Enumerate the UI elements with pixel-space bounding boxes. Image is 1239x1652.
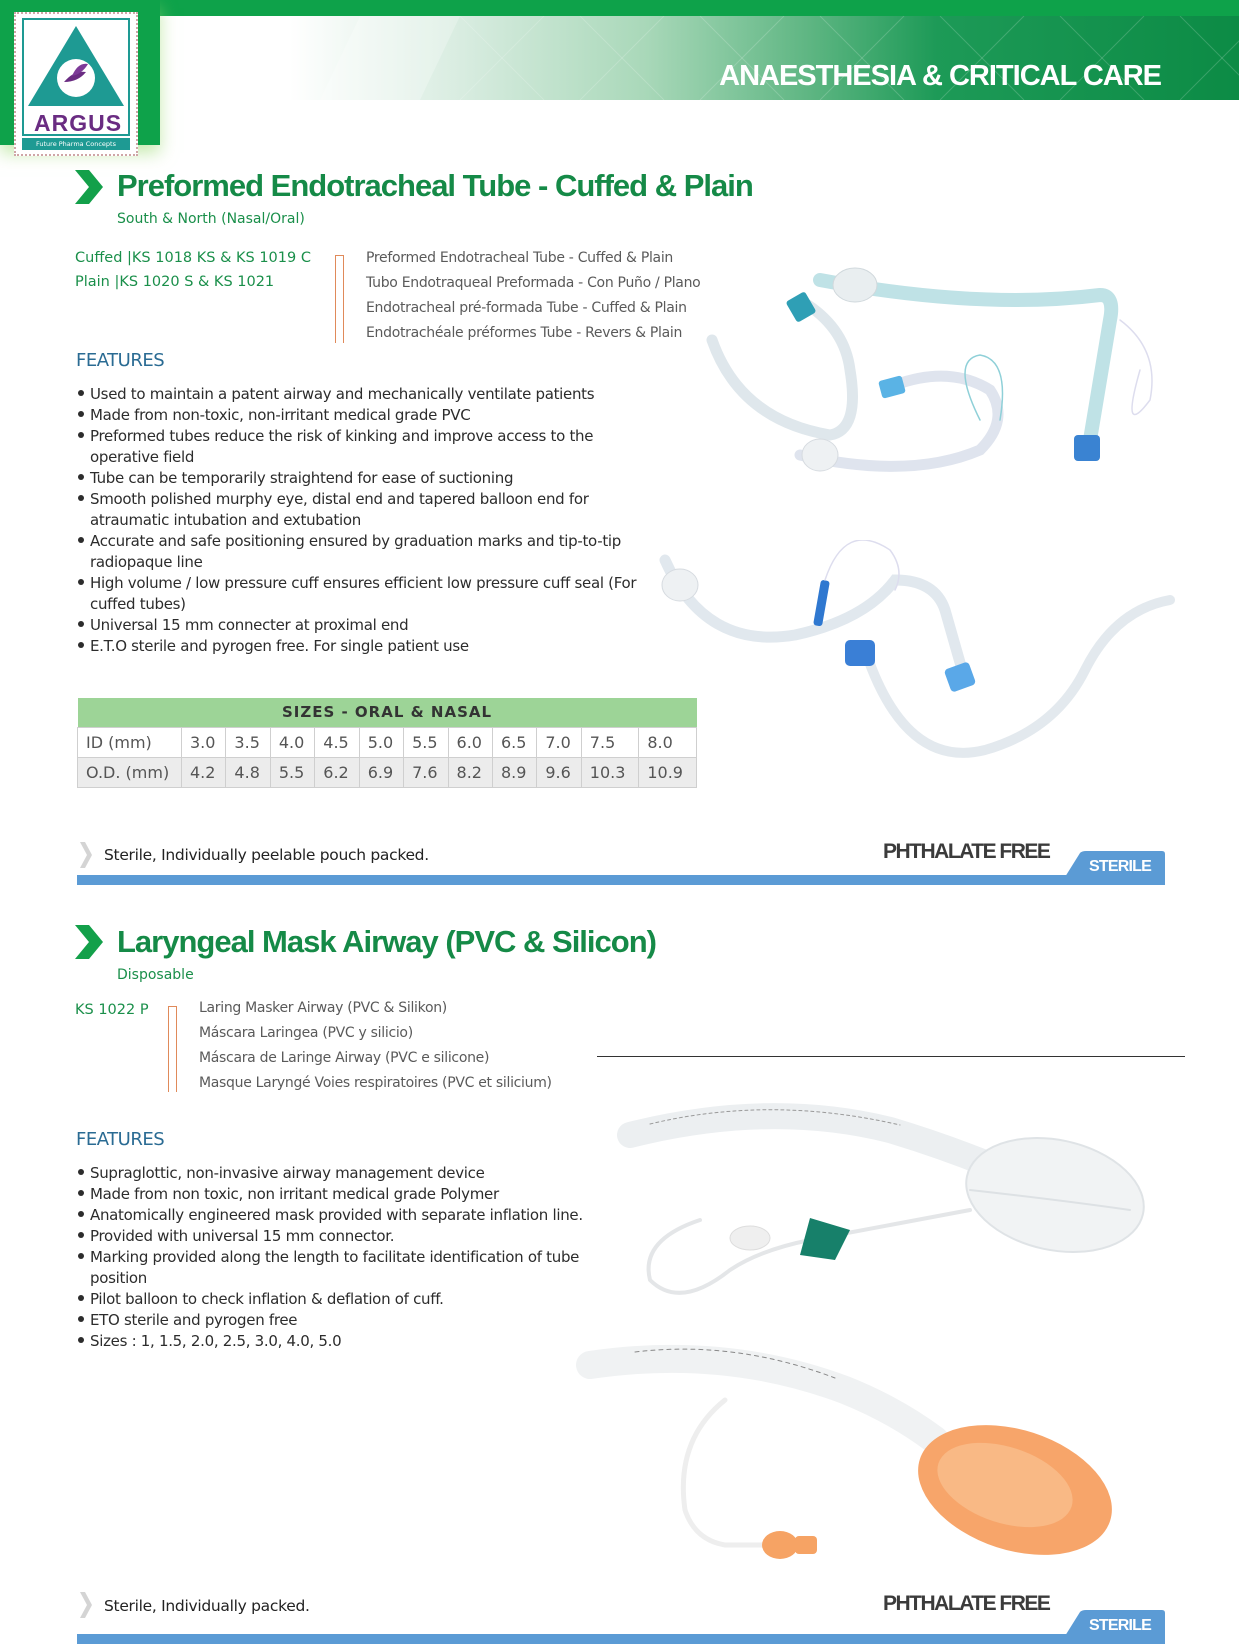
sterile-badge-label: STERILE <box>1089 858 1151 875</box>
features-heading: FEATURES <box>76 350 165 371</box>
pvc-laryngeal-mask-photo <box>610 1090 1150 1320</box>
sizes-cell: 6.0 <box>448 727 492 757</box>
image-divider-line <box>597 1056 1185 1057</box>
sizes-cell: 10.9 <box>639 757 697 787</box>
sizes-cell: 8.2 <box>448 757 492 787</box>
product-subtitle: Disposable <box>117 967 194 983</box>
feature-item: Made from non toxic, non irritant medical grade Polymer <box>77 1184 597 1205</box>
translation-line: Endotrachéale préformes Tube - Revers & Plain <box>366 325 683 341</box>
header-top-strip <box>0 0 1239 16</box>
feature-item: High volume / low pressure cuff ensures efficient low pressure cuff seal (For cuffed tubes) <box>77 573 637 615</box>
features-list <box>77 384 637 657</box>
sizes-cell: 6.5 <box>492 727 536 757</box>
feature-item: Provided with universal 15 mm connector. <box>77 1226 597 1247</box>
feature-item: Sizes : 1, 1.5, 2.0, 2.5, 3.0, 4.0, 5.0 <box>77 1331 597 1352</box>
sizes-cell: 6.2 <box>315 757 359 787</box>
feature-item: Used to maintain a patent airway and mechanically ventilate patients <box>77 384 637 405</box>
sizes-cell: 5.5 <box>404 727 448 757</box>
product-code: Plain |KS 1020 S & KS 1021 <box>75 274 275 290</box>
logo-brand-name: ARGUS <box>33 110 123 136</box>
product-subtitle: South & North (Nasal/Oral) <box>117 211 305 227</box>
feature-item: Pilot balloon to check inflation & deflation of cuff. <box>77 1289 597 1310</box>
product-code: KS 1022 P <box>75 1002 149 1018</box>
sizes-cell: 4.8 <box>226 757 270 787</box>
sizes-cell: 9.6 <box>537 757 581 787</box>
product-title: Preformed Endotracheal Tube - Cuffed & Plain <box>117 168 753 203</box>
translation-line: Preformed Endotracheal Tube - Cuffed & Plain <box>366 250 673 266</box>
sizes-cell: 4.5 <box>315 727 359 757</box>
sizes-cell: 3.0 <box>182 727 226 757</box>
argus-logo <box>14 12 138 156</box>
sizes-cell: 7.0 <box>537 727 581 757</box>
translation-line: Endotracheal pré-formada Tube - Cuffed & Plain <box>366 300 687 316</box>
sizes-cell: 5.5 <box>270 757 314 787</box>
product-title: Laryngeal Mask Airway (PVC & Silicon) <box>117 924 656 959</box>
preformed-endotracheal-tubes-photo <box>680 250 1200 510</box>
translation-line: Tubo Endotraqueal Preformada - Con Puño / Plano <box>366 275 701 291</box>
feature-item: Marking provided along the length to facilitate identification of tube position <box>77 1247 597 1289</box>
logo-container <box>0 0 160 148</box>
translation-line: Masque Laryngé Voies respiratoires (PVC et silicium) <box>199 1075 552 1091</box>
packing-note: Sterile, Individually packed. <box>104 1597 310 1615</box>
sizes-cell: 10.3 <box>581 757 639 787</box>
sizes-row-label: ID (mm) <box>78 727 182 757</box>
feature-item: E.T.O sterile and pyrogen free. For single patient use <box>77 636 637 657</box>
header-banner <box>160 16 1239 100</box>
section-chevron-icon <box>73 170 103 204</box>
phthalate-free-badge: PHTHALATE FREE <box>883 1592 1050 1615</box>
sizes-cell: 5.0 <box>359 727 403 757</box>
feature-item: Supraglottic, non-invasive airway management device <box>77 1163 597 1184</box>
feature-item: ETO sterile and pyrogen free <box>77 1310 597 1331</box>
sizes-cell: 4.0 <box>270 727 314 757</box>
sizes-table-row <box>78 757 697 787</box>
translations-bracket <box>168 1006 177 1092</box>
product-code: Cuffed |KS 1018 KS & KS 1019 C <box>75 250 311 266</box>
section-divider-bar <box>77 875 1165 885</box>
silicone-laryngeal-mask-photo <box>575 1340 1155 1580</box>
features-heading: FEATURES <box>76 1129 165 1150</box>
features-list <box>77 1163 597 1352</box>
sizes-cell: 8.9 <box>492 757 536 787</box>
note-chevron-icon <box>80 1592 92 1618</box>
feature-item: Preformed tubes reduce the risk of kinking and improve access to the operative field <box>77 426 637 468</box>
sizes-cell: 4.2 <box>182 757 226 787</box>
feature-item: Made from non-toxic, non-irritant medical grade PVC <box>77 405 637 426</box>
phthalate-free-badge: PHTHALATE FREE <box>883 840 1050 863</box>
feature-item: Anatomically engineered mask provided with separate inflation line. <box>77 1205 597 1226</box>
sterile-badge-label: STERILE <box>1089 1617 1151 1634</box>
sizes-table-row <box>78 727 697 757</box>
translations-bracket <box>335 255 344 343</box>
translation-line: Máscara de Laringe Airway (PVC e silicone) <box>199 1050 490 1066</box>
category-title: ANAESTHESIA & CRITICAL CARE <box>719 60 1161 92</box>
sizes-table <box>77 698 697 788</box>
sizes-cell: 8.0 <box>639 727 697 757</box>
feature-item: Tube can be temporarily straightend for ease of suctioning <box>77 468 637 489</box>
translation-line: Máscara Laringea (PVC y silicio) <box>199 1025 413 1041</box>
sizes-row-label: O.D. (mm) <box>78 757 182 787</box>
sizes-table-heading: SIZES - ORAL & NASAL <box>78 698 697 727</box>
feature-item: Smooth polished murphy eye, distal end and tapered balloon end for atraumatic intubation and extubation <box>77 489 637 531</box>
section-divider-bar <box>77 1634 1165 1644</box>
logo-tagline: Future Pharma Concepts <box>22 138 130 150</box>
sizes-cell: 3.5 <box>226 727 270 757</box>
sizes-cell: 7.6 <box>404 757 448 787</box>
feature-item: Accurate and safe positioning ensured by graduation marks and tip-to-tip radiopaque line <box>77 531 637 573</box>
nasal-oral-tubes-photo <box>645 540 1205 790</box>
packing-note: Sterile, Individually peelable pouch packed. <box>104 846 429 864</box>
section-chevron-icon <box>73 925 103 959</box>
sizes-cell: 6.9 <box>359 757 403 787</box>
translation-line: Laring Masker Airway (PVC & Silikon) <box>199 1000 447 1016</box>
sizes-cell: 7.5 <box>581 727 639 757</box>
feature-item: Universal 15 mm connecter at proximal end <box>77 615 637 636</box>
note-chevron-icon <box>80 842 92 868</box>
